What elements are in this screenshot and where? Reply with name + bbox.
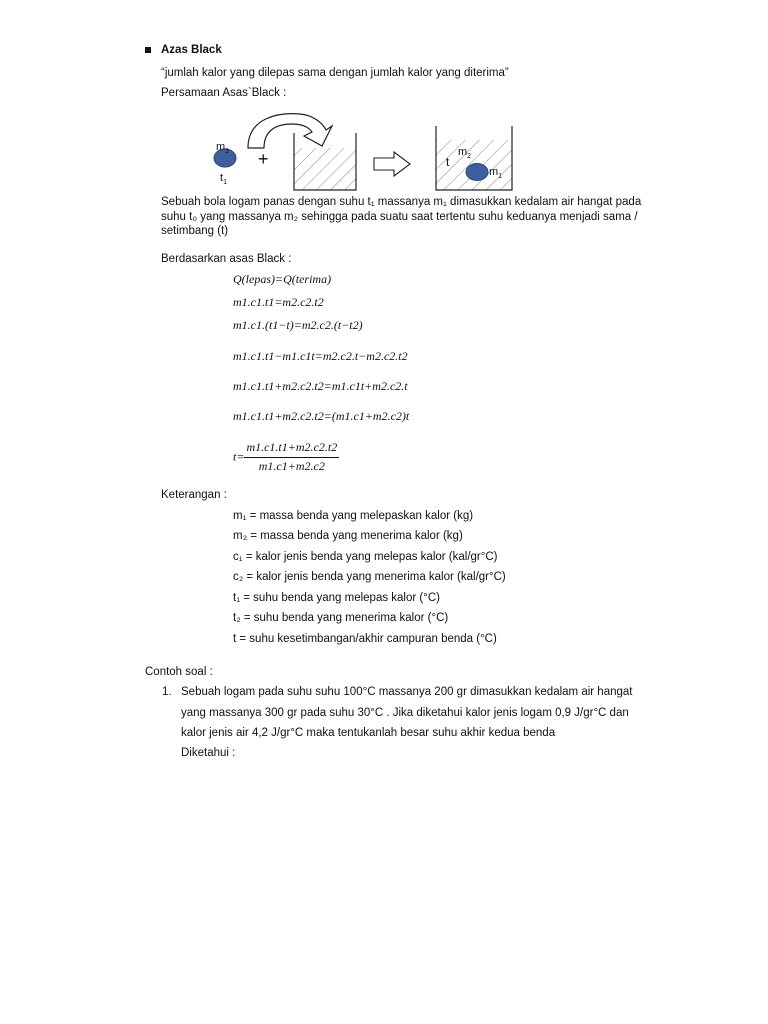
example-line-2: yang massanya 300 gr pada suhu 30°C . Jika diketahui kalor jenis logam 0,9 J/gr°C dan [181,707,629,719]
equation-7-lhs: t= [233,449,245,464]
ball-temp-label: $t_1$ [220,172,227,186]
equation-7 [233,440,339,474]
equation-1-text: Q(lepas)=Q(terima) [233,272,332,286]
curved-arrow-icon [248,114,332,148]
legend-label: Keterangan : [161,489,227,501]
example-line-4: Diketahui : [181,747,236,759]
black-principle-diagram [200,108,530,193]
legend-item: t₁ = suhu benda yang melepas kalor (°C) [233,592,440,604]
equation-2-text: m1.c1.t1=m2.c2.t2 [233,295,324,309]
block-arrow-icon [374,152,410,176]
legend-item: c₂ = kalor jenis benda yang menerima kalor (kal/gr°C) [233,571,506,583]
equation-6 [233,409,409,425]
water-fill [294,148,356,190]
result-t-label: t [446,155,450,169]
equation-7-fraction [244,440,339,474]
equation-2 [233,295,324,311]
description-line-2: suhu t₀ yang massanya m₂ sehingga pada suatu saat tertentu suhu keduanya menjadi sama / [161,211,638,223]
example-line-3: kalor jenis air 4,2 J/gr°C maka tentukanlah besar suhu akhir kedua benda [181,727,556,739]
legend-item: m₁ = massa benda yang melepaskan kalor (kg) [233,510,474,522]
equation-label: Persamaan Asas`Black : [161,87,287,99]
equation-4 [233,349,408,365]
legend-item: t₂ = suhu benda yang menerima kalor (°C) [233,612,449,624]
sunk-ball [466,164,488,181]
equation-3-text: m1.c1.(t1−t)=m2.c2.(t−t2) [233,318,363,332]
section-heading: Azas Black [161,44,222,56]
equation-7-denominator: m1.c1+m2.c2 [258,458,325,473]
example-line-1: Sebuah logam pada suhu suhu 100°C massanya 200 gr dimasukkan kedalam air hangat [181,686,633,698]
plus-sign: + [258,149,269,169]
equation-5 [233,379,408,395]
example-label: Contoh soal : [145,666,213,678]
equation-7-numerator: m1.c1.t1+m2.c2.t2 [244,440,339,458]
result-m2-label: $m_2$ [458,146,472,160]
description-line-1: Sebuah bola logam panas dengan suhu t₁ massanya m₁ dimasukkan kedalam air hangat pada [161,196,642,208]
derivation-label: Berdasarkan asas Black : [161,253,292,265]
legend-item: c₁ = kalor jenis benda yang melepas kalor (kal/gr°C) [233,551,498,563]
bullet-marker [145,47,151,53]
equation-1 [233,272,331,288]
example-number: 1. [162,686,172,698]
description-line-3: setimbang (t) [161,225,229,237]
equation-6-text: m1.c1.t1+m2.c2.t2=(m1.c1+m2.c2)t [233,409,410,423]
result-m1-label: $m_1$ [489,166,503,180]
asas-black-quote: “jumlah kalor yang dilepas sama dengan jumlah kalor yang diterima” [161,67,509,79]
equation-4-text: m1.c1.t1−m1.c1t=m2.c2.t−m2.c2.t2 [233,349,408,363]
ball-mass-label: $m_1$ [216,141,230,155]
legend-item: t = suhu kesetimbangan/akhir campuran benda (°C) [233,633,497,645]
equation-3 [233,318,363,334]
equation-5-text: m1.c1.t1+m2.c2.t2=m1.c1t+m2.c2.t [233,379,408,393]
legend-item: m₂ = massa benda yang menerima kalor (kg) [233,530,463,542]
